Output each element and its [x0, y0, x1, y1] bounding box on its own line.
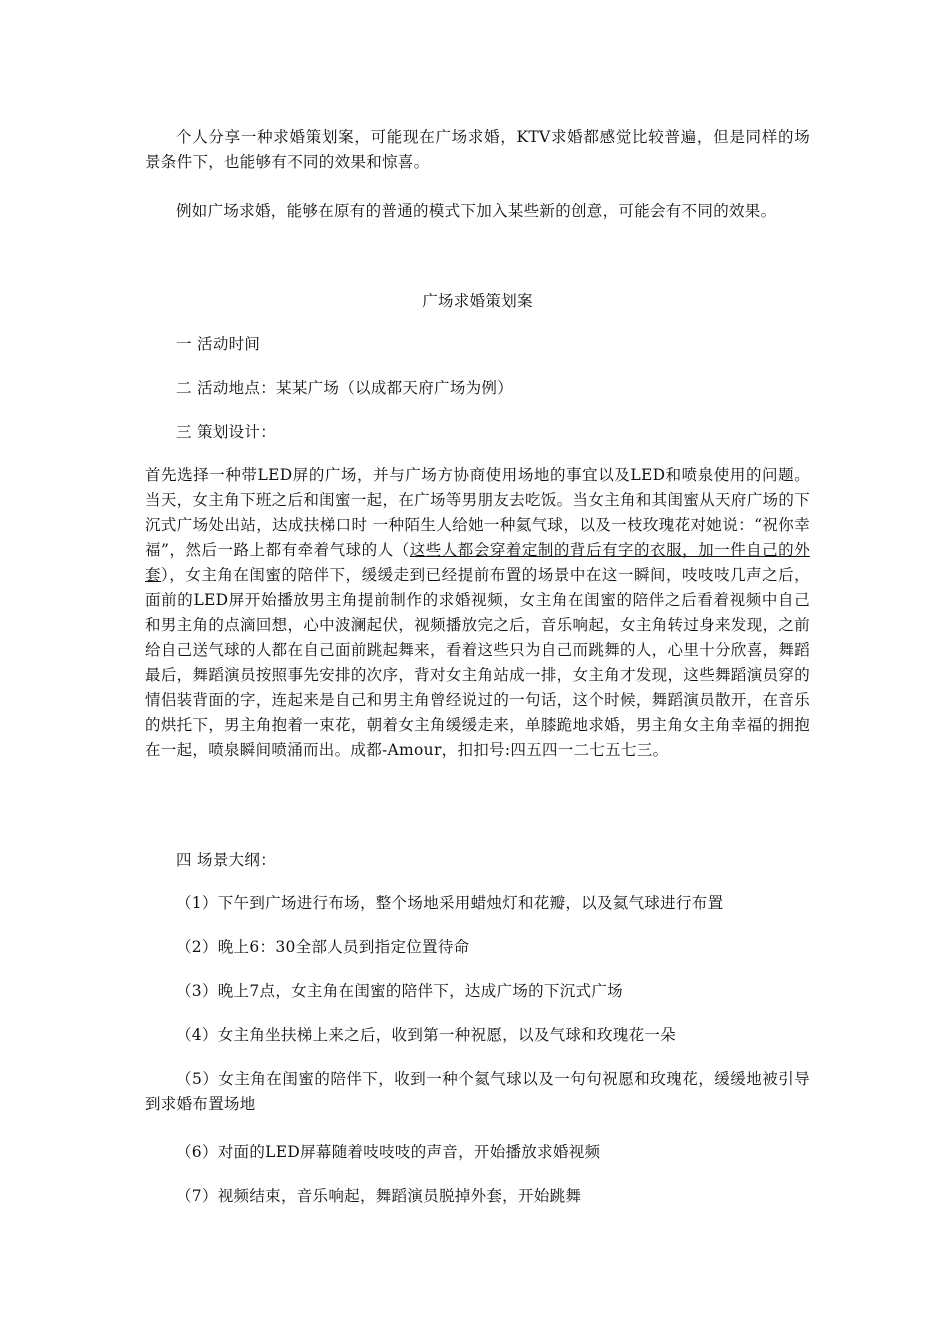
intro-paragraph-1: 个人分享一种求婚策划案，可能现在广场求婚，KTV求婚都感觉比较普遍，但是同样的场景条件下，也能够有不同的效果和惊喜。	[145, 128, 810, 171]
document-title: 广场求婚策划案	[422, 292, 533, 310]
intro-paragraph-2: 例如广场求婚，能够在原有的普通的模式下加入某些新的创意，可能会有不同的效果。	[176, 202, 777, 220]
design-paragraph	[145, 463, 810, 763]
design-text-underlined: 这些人都会穿着定制的背后有字的衣服，加一件自己的外套	[145, 541, 810, 584]
design-text-part2: ），女主角在闺蜜的陪伴下，缓缓走到已经提前布置的场景中在这一瞬间，吱吱吱几声之后，面前的LED屏开始播放男主角提前制作的求婚视频，女主角在闺蜜的陪伴之后看着视频中自己和男主角的点滴回想，心中波澜起伏，视频播放完之后，音乐响起，女主角转过身来发现，之前给自己送气球的人都在自己面前跳起舞来，看着这些只为自己而跳舞的人，心里十分欣喜，舞蹈最后，舞蹈演员按照事先安排的次序，背对女主角站成一排，女主角才发现，这些舞蹈演员穿的情侣装背面的字，连起来是自己和男主角曾经说过的一句话，这个时候，舞蹈演员散开，在音乐的烘托下，男主角抱着一束花，朝着女主角缓缓走来，单膝跪地求婚，男主角女主角幸福的拥抱在一起，喷泉瞬间喷涌而出。成都-Amour，扣扣号:四五四一二七五七三。	[145, 566, 810, 759]
outline-item-1: （1）下午到广场进行布场，整个场地采用蜡烛灯和花瓣，以及氦气球进行布置	[176, 894, 724, 912]
section-plan-design: 三 策划设计：	[176, 423, 277, 441]
outline-item-6: （6）对面的LED屏幕随着吱吱吱的声音，开始播放求婚视频	[176, 1143, 601, 1161]
outline-item-5: （5）女主角在闺蜜的陪伴下，收到一种个氦气球以及一句句祝愿和玫瑰花，缓缓地被引导到求婚布置场地	[145, 1070, 810, 1113]
section-activity-location: 二 活动地点：某某广场（以成都天府广场为例）	[176, 379, 514, 397]
outline-item-2: （2）晚上6：30全部人员到指定位置待命	[176, 938, 470, 956]
outline-item-3: （3）晚上7点，女主角在闺蜜的陪伴下，达成广场的下沉式广场	[176, 982, 623, 1000]
design-text-part1: 首先选择一种带LED屏的广场，并与广场方协商使用场地的事宜以及LED和喷泉使用的问题。当天，女主角下班之后和闺蜜一起，在广场等男朋友去吃饭。当女主角和其闺蜜从天府广场的下沉式广场处出站，达成扶梯口时 一种陌生人给她一种氦气球，以及一枝玫瑰花对她说：“祝你幸福”，然后一路上都有牵着气球的人（	[145, 466, 810, 559]
section-scene-outline: 四 场景大纲：	[176, 851, 277, 869]
outline-item-7: （7）视频结束，音乐响起，舞蹈演员脱掉外套，开始跳舞	[176, 1187, 582, 1205]
section-activity-time: 一 活动时间	[176, 335, 261, 353]
outline-item-4: （4）女主角坐扶梯上来之后，收到第一种祝愿，以及气球和玫瑰花一朵	[176, 1026, 676, 1044]
